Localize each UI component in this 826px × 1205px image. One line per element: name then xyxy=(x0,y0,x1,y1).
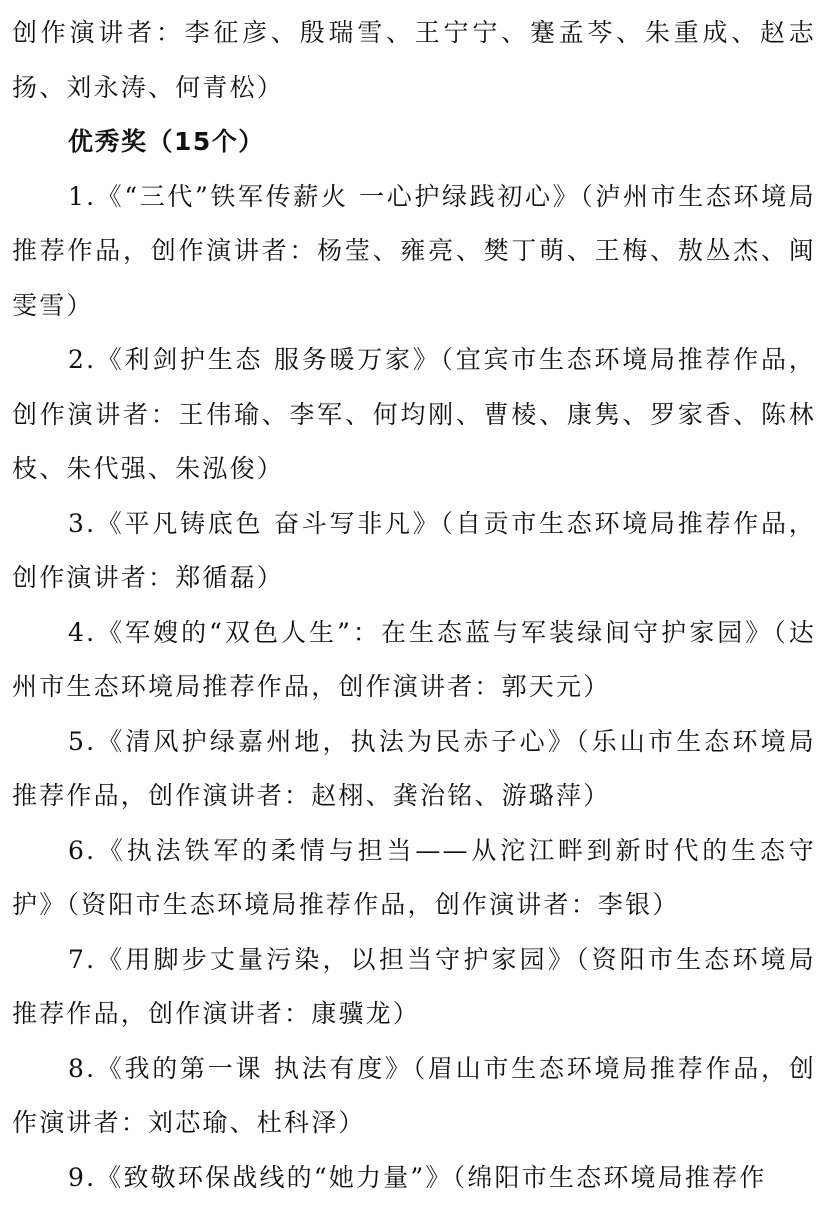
award-item-2: 2.《利剑护生态 服务暖万家》（宜宾市生态环境局推荐作品，创作演讲者：王伟瑜、李军、何均刚、曹棱、康隽、罗家香、陈林枝、朱代强、朱泓俊） xyxy=(12,333,816,497)
award-item-7: 7.《用脚步丈量污染，以担当守护家园》（资阳市生态环境局推荐作品，创作演讲者：康骥龙） xyxy=(12,933,816,1042)
award-item-4: 4.《军嫂的“双色人生”：在生态蓝与军装绿间守护家园》（达州市生态环境局推荐作品，创作演讲者：郭天元） xyxy=(12,606,816,715)
document-page xyxy=(12,6,816,1205)
award-item-5: 5.《清风护绿嘉州地，执法为民赤子心》（乐山市生态环境局推荐作品，创作演讲者：赵栩、龚治铭、游璐萍） xyxy=(12,715,816,824)
section-heading: 优秀奖（15个） xyxy=(12,115,816,170)
award-item-3: 3.《平凡铸底色 奋斗写非凡》（自贡市生态环境局推荐作品，创作演讲者：郑循磊） xyxy=(12,497,816,606)
award-item-9: 9.《致敬环保战线的“她力量”》（绵阳市生态环境局推荐作 xyxy=(12,1151,816,1205)
award-item-1: 1.《“三代”铁军传薪火 一心护绿践初心》（泸州市生态环境局推荐作品，创作演讲者：杨莹、雍亮、樊丁萌、王梅、敖丛杰、闽雯雪） xyxy=(12,170,816,334)
intro-paragraph: 创作演讲者：李征彦、殷瑞雪、王宁宁、蹇孟芩、朱重成、赵志扬、刘永涛、何青松） xyxy=(12,6,816,115)
award-item-6: 6.《执法铁军的柔情与担当——从沱江畔到新时代的生态守护》（资阳市生态环境局推荐作品，创作演讲者：李银） xyxy=(12,824,816,933)
award-item-8: 8.《我的第一课 执法有度》（眉山市生态环境局推荐作品，创作演讲者：刘芯瑜、杜科泽） xyxy=(12,1042,816,1151)
